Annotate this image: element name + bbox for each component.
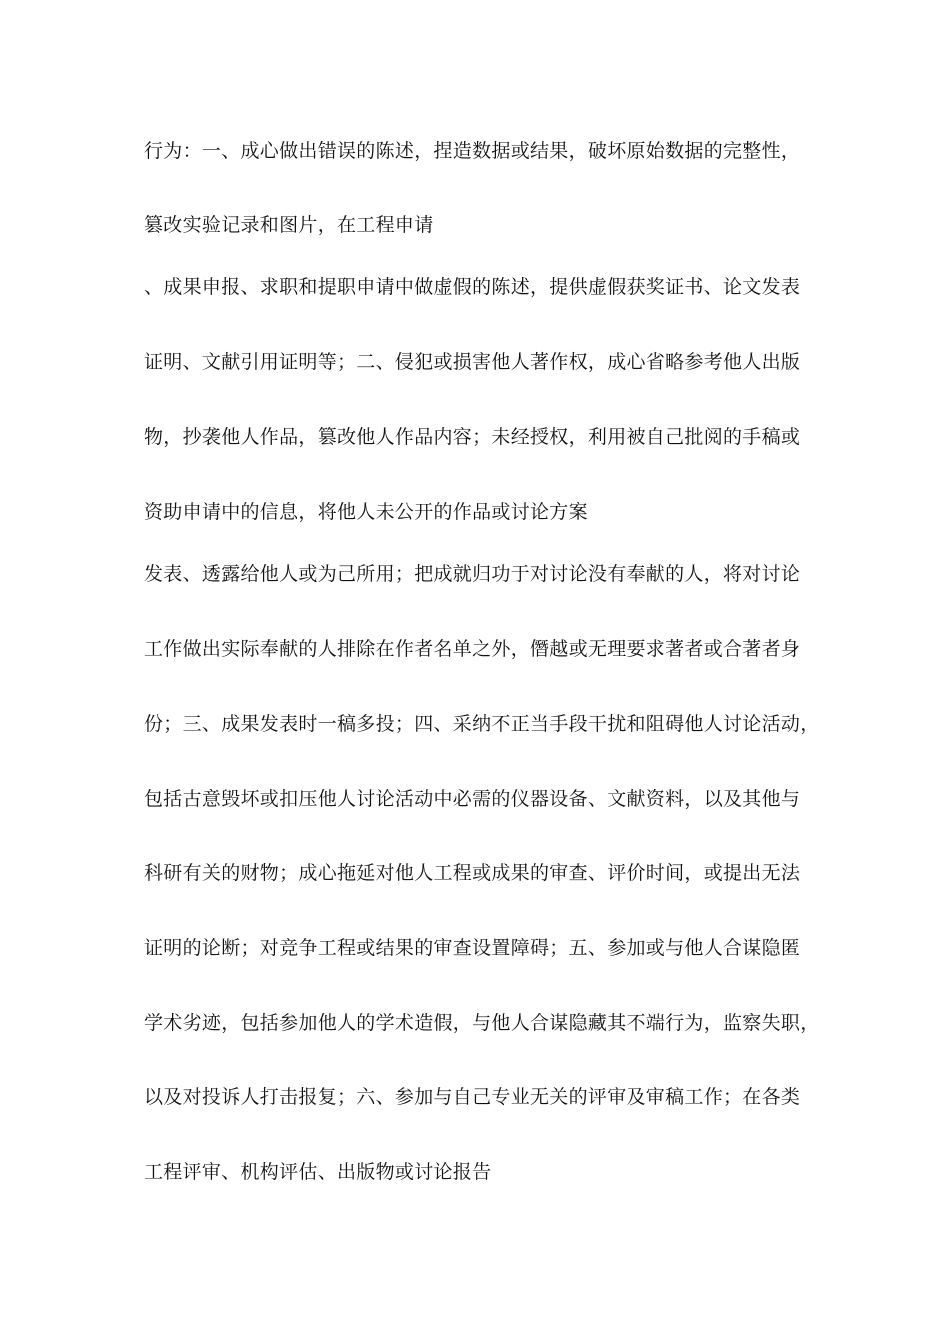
- text-line-1: 行为：一、成心做出错误的陈述，捏造数据或结果，破坏原始数据的完整性，: [144, 140, 801, 162]
- text-line-12: 证明的论断；对竞争工程或结果的审查设置障碍；五、参加或与他人合谋隐匿: [144, 937, 801, 959]
- text-line-11: 科研有关的财物；成心拖延对他人工程或成果的审查、评价时间，或提出无法: [144, 862, 801, 884]
- text-line-3: 、成果申报、求职和提职申请中做虚假的陈述，提供虚假获奖证书、论文发表: [144, 276, 801, 298]
- text-line-14: 以及对投诉人打击报复；六、参加与自己专业无关的评审及审稿工作；在各类: [144, 1086, 801, 1108]
- text-line-4: 证明、文献引用证明等；二、侵犯或损害他人著作权，成心省略参考他人出版: [144, 351, 801, 373]
- text-line-13: 学术劣迹，包括参加他人的学术造假，与他人合谋隐藏其不端行为，监察失职，: [144, 1012, 820, 1034]
- text-line-9: 份；三、成果发表时一稿多投；四、采纳不正当手段干扰和阻碍他人讨论活动，: [144, 713, 820, 735]
- text-line-6: 资助申请中的信息，将他人未公开的作品或讨论方案: [144, 501, 588, 523]
- text-line-15: 工程评审、机构评估、出版物或讨论报告: [144, 1161, 492, 1183]
- text-line-5: 物，抄袭他人作品，篡改他人作品内容；未经授权，利用被自己批阅的手稿或: [144, 426, 801, 448]
- text-line-7: 发表、透露给他人或为己所用；把成就归功于对讨论没有奉献的人，将对讨论: [144, 563, 801, 585]
- text-line-8: 工作做出实际奉献的人排除在作者名单之外，僭越或无理要求著者或合著者身: [144, 638, 801, 660]
- text-line-10: 包括古意毁坏或扣压他人讨论活动中必需的仪器设备、文献资料，以及其他与: [144, 788, 801, 810]
- text-line-2: 篡改实验记录和图片，在工程申请: [144, 214, 434, 236]
